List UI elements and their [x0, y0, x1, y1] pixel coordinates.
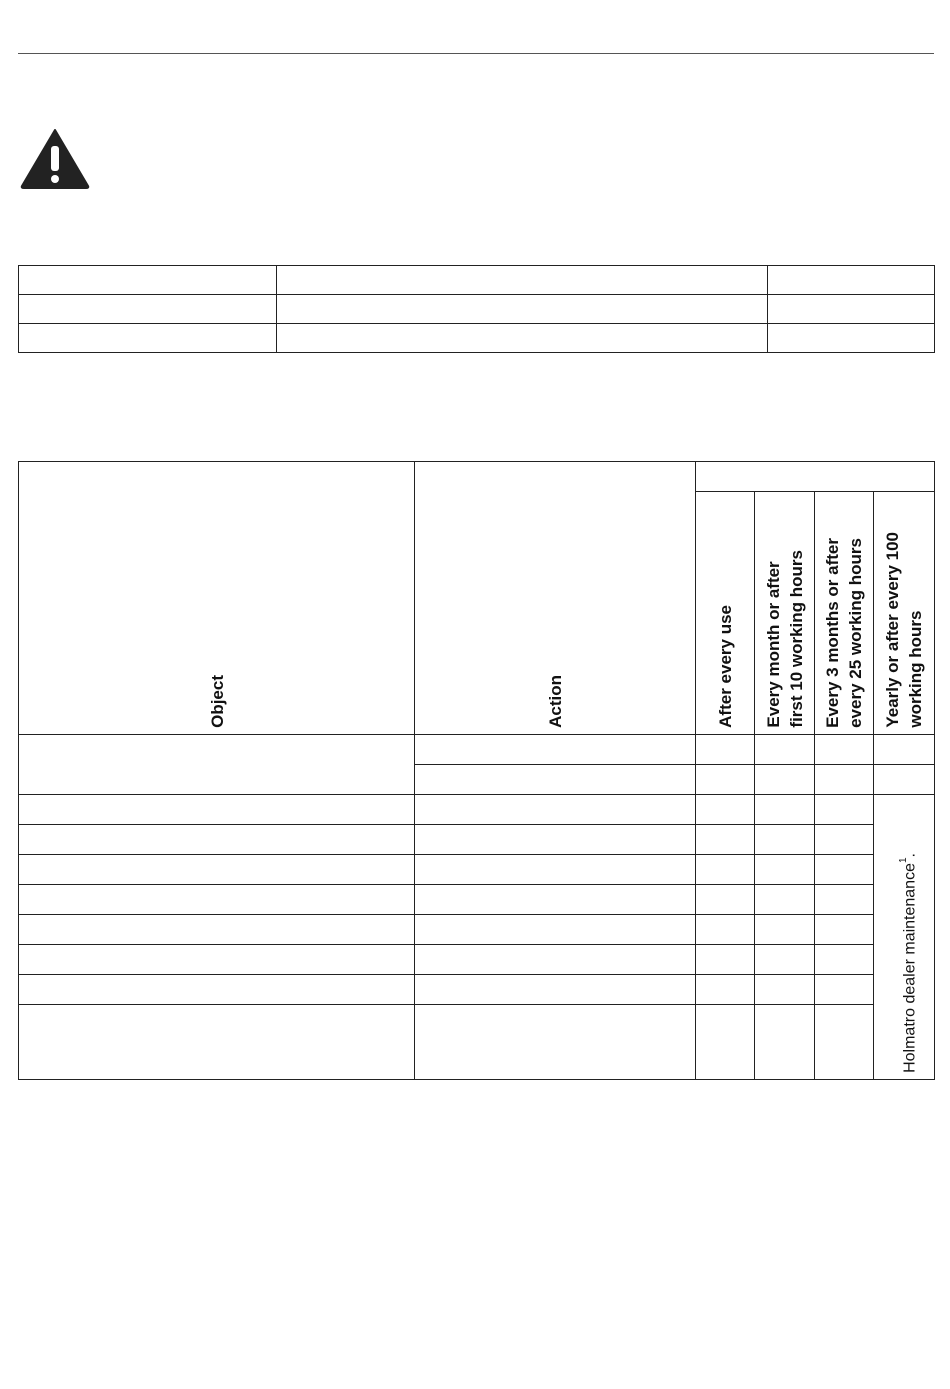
- object-header-label: Object: [207, 675, 227, 728]
- table-row: [19, 795, 935, 825]
- interval-cell: [755, 885, 815, 915]
- interval-cell: [755, 855, 815, 885]
- table-row: [19, 915, 935, 945]
- interval-cell: [696, 945, 755, 975]
- interval-cell: [755, 1005, 815, 1080]
- action-cell: [415, 825, 696, 855]
- summary-table: [18, 265, 935, 353]
- interval-header-line2: working hours: [906, 610, 925, 728]
- dealer-maintenance-cell: [874, 795, 935, 1080]
- interval-cell: [815, 765, 874, 795]
- action-header-label: Action: [546, 675, 565, 728]
- table-cell: [19, 324, 277, 353]
- table-row: [19, 735, 935, 765]
- action-header: [415, 462, 696, 735]
- action-cell: [415, 915, 696, 945]
- interval-cell: [815, 1005, 874, 1080]
- interval-cell: [755, 915, 815, 945]
- table-row: [19, 855, 935, 885]
- interval-header-after-every-use: [696, 492, 755, 735]
- table-row: [19, 885, 935, 915]
- table-cell: [768, 295, 935, 324]
- interval-cell: [815, 735, 874, 765]
- interval-cell: [815, 915, 874, 945]
- interval-cell: [874, 735, 935, 765]
- interval-cell: [755, 765, 815, 795]
- interval-group-header: [696, 462, 935, 492]
- action-cell: [415, 795, 696, 825]
- interval-header-yearly: [874, 492, 935, 735]
- table-row: [19, 825, 935, 855]
- interval-cell: [696, 885, 755, 915]
- table-cell: [277, 324, 768, 353]
- interval-header-line1: Every month or after: [763, 561, 783, 728]
- interval-cell: [696, 795, 755, 825]
- action-cell: [415, 945, 696, 975]
- warning-triangle-icon: [20, 128, 90, 190]
- footnote-marker: 1: [898, 857, 909, 864]
- table-row: [19, 945, 935, 975]
- interval-cell: [874, 765, 935, 795]
- interval-header-monthly: [755, 492, 815, 735]
- table-cell: [277, 295, 768, 324]
- table-cell: [768, 266, 935, 295]
- object-cell: [19, 915, 415, 945]
- interval-cell: [696, 855, 755, 885]
- interval-cell: [815, 795, 874, 825]
- interval-header-quarterly: [815, 492, 874, 735]
- action-cell: [415, 765, 696, 795]
- object-cell: [19, 1005, 415, 1080]
- table-cell: [19, 266, 277, 295]
- object-cell: [19, 945, 415, 975]
- table-row: [19, 1005, 935, 1080]
- action-cell: [415, 975, 696, 1005]
- object-cell: [19, 855, 415, 885]
- interval-cell: [755, 795, 815, 825]
- interval-cell: [696, 765, 755, 795]
- interval-cell: [696, 825, 755, 855]
- interval-cell: [755, 945, 815, 975]
- interval-cell: [815, 945, 874, 975]
- object-cell: [19, 735, 415, 795]
- interval-cell: [815, 855, 874, 885]
- object-header: [19, 462, 415, 735]
- object-cell: [19, 975, 415, 1005]
- interval-cell: [696, 735, 755, 765]
- maintenance-table: [18, 461, 935, 1080]
- interval-cell: [815, 885, 874, 915]
- table-cell: [19, 295, 277, 324]
- object-cell: [19, 825, 415, 855]
- table-cell: [768, 324, 935, 353]
- action-cell: [415, 1005, 696, 1080]
- interval-header-label: After every use: [716, 605, 735, 728]
- table-row: [19, 324, 935, 353]
- object-cell: [19, 795, 415, 825]
- interval-cell: [755, 825, 815, 855]
- dealer-maintenance-note: Holmatro dealer maintenance: [901, 863, 919, 1073]
- interval-cell: [815, 825, 874, 855]
- interval-cell: [815, 975, 874, 1005]
- interval-header-line2: first 10 working hours: [786, 550, 806, 728]
- interval-cell: [696, 975, 755, 1005]
- interval-cell: [696, 1005, 755, 1080]
- action-cell: [415, 885, 696, 915]
- table-row: [19, 266, 935, 295]
- action-cell: [415, 735, 696, 765]
- action-cell: [415, 855, 696, 885]
- interval-header-line1: Every 3 months or after: [823, 538, 842, 728]
- table-row: [19, 295, 935, 324]
- dealer-note-period: .: [901, 853, 919, 858]
- interval-cell: [755, 975, 815, 1005]
- object-cell: [19, 885, 415, 915]
- interval-header-line2: every 25 working hours: [846, 538, 865, 728]
- interval-cell: [755, 735, 815, 765]
- table-row: [19, 975, 935, 1005]
- interval-header-line1: Yearly or after every 100: [883, 532, 902, 728]
- interval-cell: [696, 915, 755, 945]
- top-rule: [18, 53, 934, 54]
- table-cell: [277, 266, 768, 295]
